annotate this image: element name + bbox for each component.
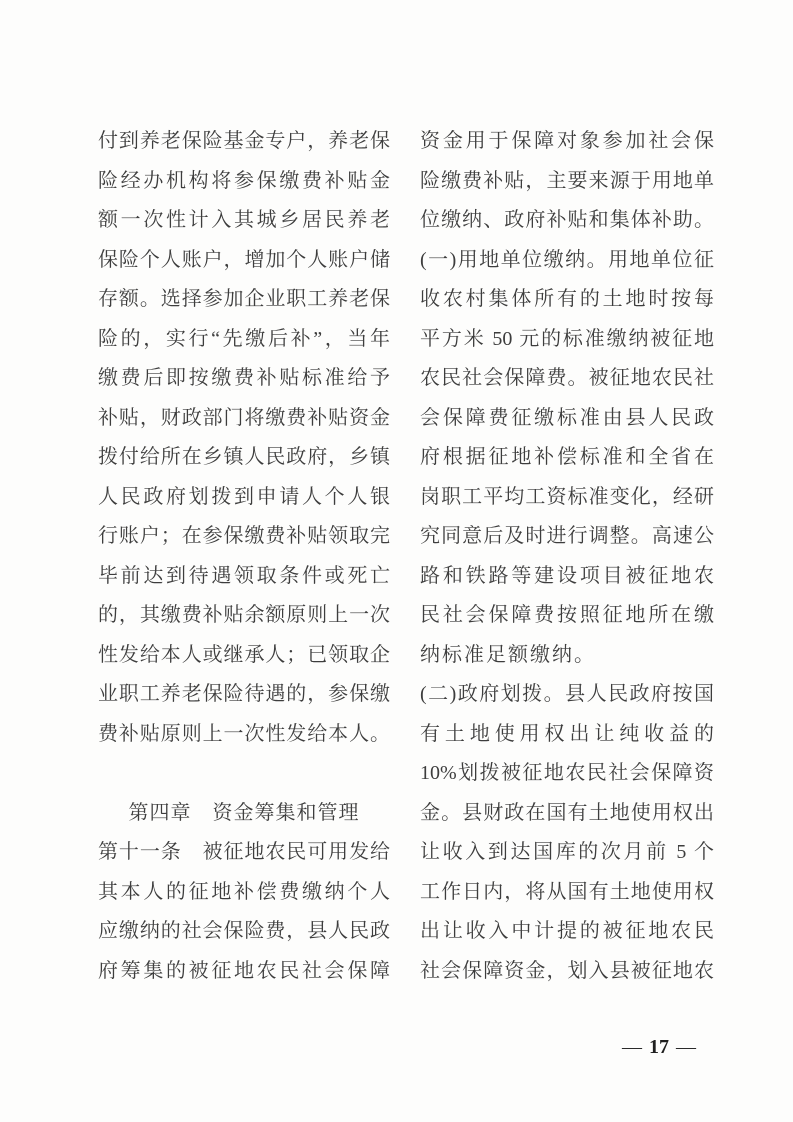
text-line: 路和铁路等建设项目被征地农 (420, 564, 714, 587)
text-line: 缴费后即按缴费补贴标准给予 (98, 367, 390, 389)
text-line: 人民政府划拨到申请人个人银 (98, 485, 390, 508)
text-line: 保险个人账户，增加个人账户储 (98, 248, 390, 271)
page-number-left-dash: — (622, 1036, 642, 1058)
left-text-column (98, 122, 390, 991)
text-line: 究同意后及时进行调整。高速公 (420, 525, 714, 547)
text-line: 毕前达到待遇领取条件或死亡 (98, 564, 390, 587)
text-line: 性发给本人或继承人；已领取企 (98, 643, 390, 666)
text-line: 收农村集体所有的土地时按每 (420, 288, 714, 310)
text-line: 险的，实行“先缴后补”，当年 (98, 327, 390, 350)
text-line: 付到养老保险基金专户，养老保 (98, 130, 390, 152)
text-line: 府根据征地补偿标准和全省在 (420, 446, 714, 468)
text-line: 额一次性计入其城乡居民养老 (98, 209, 390, 231)
text-line: 拨付给所在乡镇人民政府，乡镇 (98, 446, 390, 468)
section-heading: 第四章 资金筹集和管理 (128, 801, 360, 824)
text-line: 岗职工平均工资标准变化，经研 (420, 485, 714, 508)
text-line: 费补贴原则上一次性发给本人。 (98, 722, 390, 745)
text-line: 险缴费补贴，主要来源于用地单 (420, 169, 714, 192)
text-line: 有土地使用权出让纯收益的 (420, 722, 714, 745)
text-line: 第十一条 被征地农民可用发给 (98, 841, 390, 863)
text-line: 业职工养老保险待遇的，参保缴 (98, 683, 390, 705)
text-line: 的，其缴费补贴余额原则上一次 (98, 604, 390, 626)
text-line: 应缴纳的社会保险费，县人民政 (98, 920, 390, 942)
text-line: 出让收入中计提的被征地农民 (420, 920, 714, 942)
text-line: 险经办机构将参保缴费补贴金 (98, 169, 390, 192)
text-line: 位缴纳、政府补贴和集体补助。 (420, 209, 714, 231)
text-line: 府筹集的被征地农民社会保障 (98, 959, 390, 982)
text-line: 资金用于保障对象参加社会保 (420, 130, 714, 152)
text-line: 社会保障资金，划入县被征地农 (420, 959, 714, 982)
text-line: 10%划拨被征地农民社会保障资 (420, 762, 714, 784)
text-line: 其本人的征地补偿费缴纳个人 (98, 880, 390, 903)
blank-line (98, 754, 390, 794)
text-line: 存额。选择参加企业职工养老保 (98, 288, 390, 310)
text-line: 补贴，财政部门将缴费补贴资金 (98, 406, 390, 429)
text-line: 工作日内，将从国有土地使用权 (420, 880, 714, 903)
text-line: 会保障费征缴标准由县人民政 (420, 406, 714, 429)
page-number (615, 1036, 703, 1059)
text-line: 行账户；在参保缴费补贴领取完 (98, 525, 390, 547)
text-line: 民社会保障费按照征地所在缴 (420, 604, 714, 626)
text-line: 金。县财政在国有土地使用权出 (420, 801, 714, 824)
page-number-right-dash: — (676, 1036, 696, 1058)
text-line: 农民社会保障费。被征地农民社 (420, 367, 714, 389)
text-line: 平方米 50 元的标准缴纳被征地 (420, 327, 714, 350)
text-line: 让收入到达国库的次月前 5 个 (420, 841, 714, 863)
text-line: 纳标准足额缴纳。 (420, 643, 596, 666)
text-line: (二)政府划拨。县人民政府按国 (420, 683, 714, 705)
page-number-value: 17 (649, 1036, 669, 1058)
text-line: (一)用地单位缴纳。用地单位征 (420, 248, 714, 271)
right-text-column (420, 122, 714, 991)
